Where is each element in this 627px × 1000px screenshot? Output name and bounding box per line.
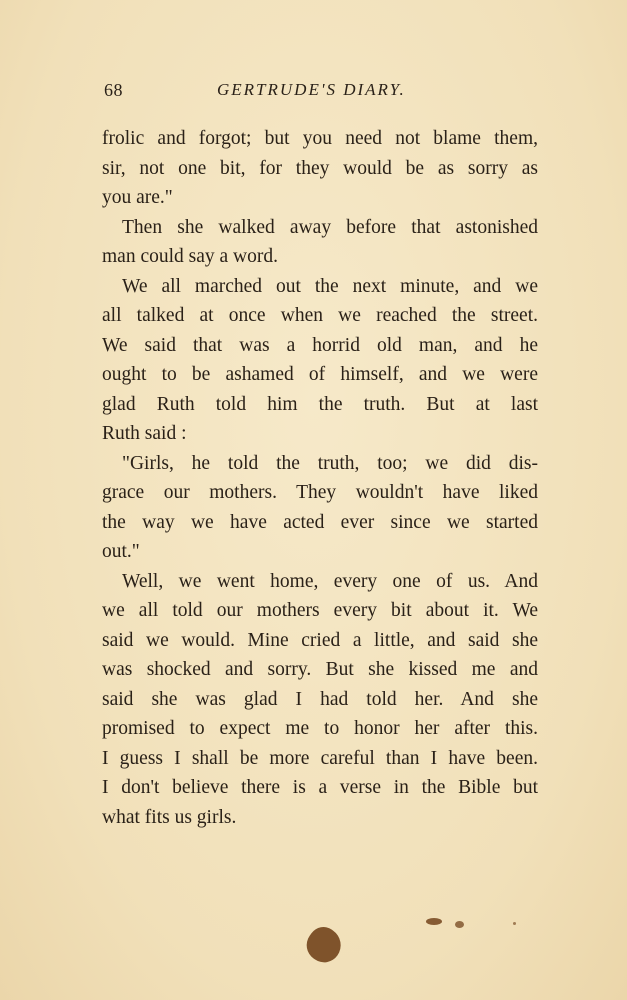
text-line: "Girls, he told the truth, too; we did dis- [122,452,538,474]
text-line: what fits us girls. [102,806,237,828]
text-line: Then she walked away before that astonished [122,216,538,238]
text-line: ought to be ashamed of himself, and we were [102,364,538,385]
text-line: promised to expect me to honor her after this. [102,718,538,739]
ink-speck [513,922,516,925]
text-line: We said that was a horrid old man, and he [102,334,538,356]
ink-stain-small-2 [455,921,464,928]
text-line: Ruth said : [102,423,187,444]
text-line: said she was glad I had told her. And she [102,688,538,710]
ink-stain-small-1 [426,918,442,925]
text-line: said we would. Mine cried a little, and said she [102,629,538,651]
text-line: I guess I shall be more careful than I have been. [102,747,538,769]
text-line: frolic and forgot; but you need not blame them, [102,128,538,149]
body-text [102,124,538,832]
text-line: out." [102,541,140,562]
text-line: you are." [102,187,173,208]
text-line: the way we have acted ever since we started [102,511,538,533]
text-line: we all told our mothers every bit about it. We [102,600,538,621]
page-number: 68 [104,80,123,100]
text-line: grace our mothers. They wouldn't have liked [102,482,538,503]
page-header [104,80,534,104]
text-line: I don't believe there is a verse in the Bible but [102,777,538,798]
text-line: glad Ruth told him the truth. But at last [102,393,538,415]
text-line: We all marched out the next minute, and we [122,275,538,297]
text-line: was shocked and sorry. But she kissed me and [102,659,538,680]
text-line: all talked at once when we reached the street. [102,305,538,326]
running-title: GERTRUDE'S DIARY. [217,80,406,99]
text-line: sir, not one bit, for they would be as sorry as [102,157,538,179]
text-line: Well, we went home, every one of us. And [122,570,538,592]
ink-stain-large [300,921,347,968]
text-line: man could say a word. [102,246,278,267]
